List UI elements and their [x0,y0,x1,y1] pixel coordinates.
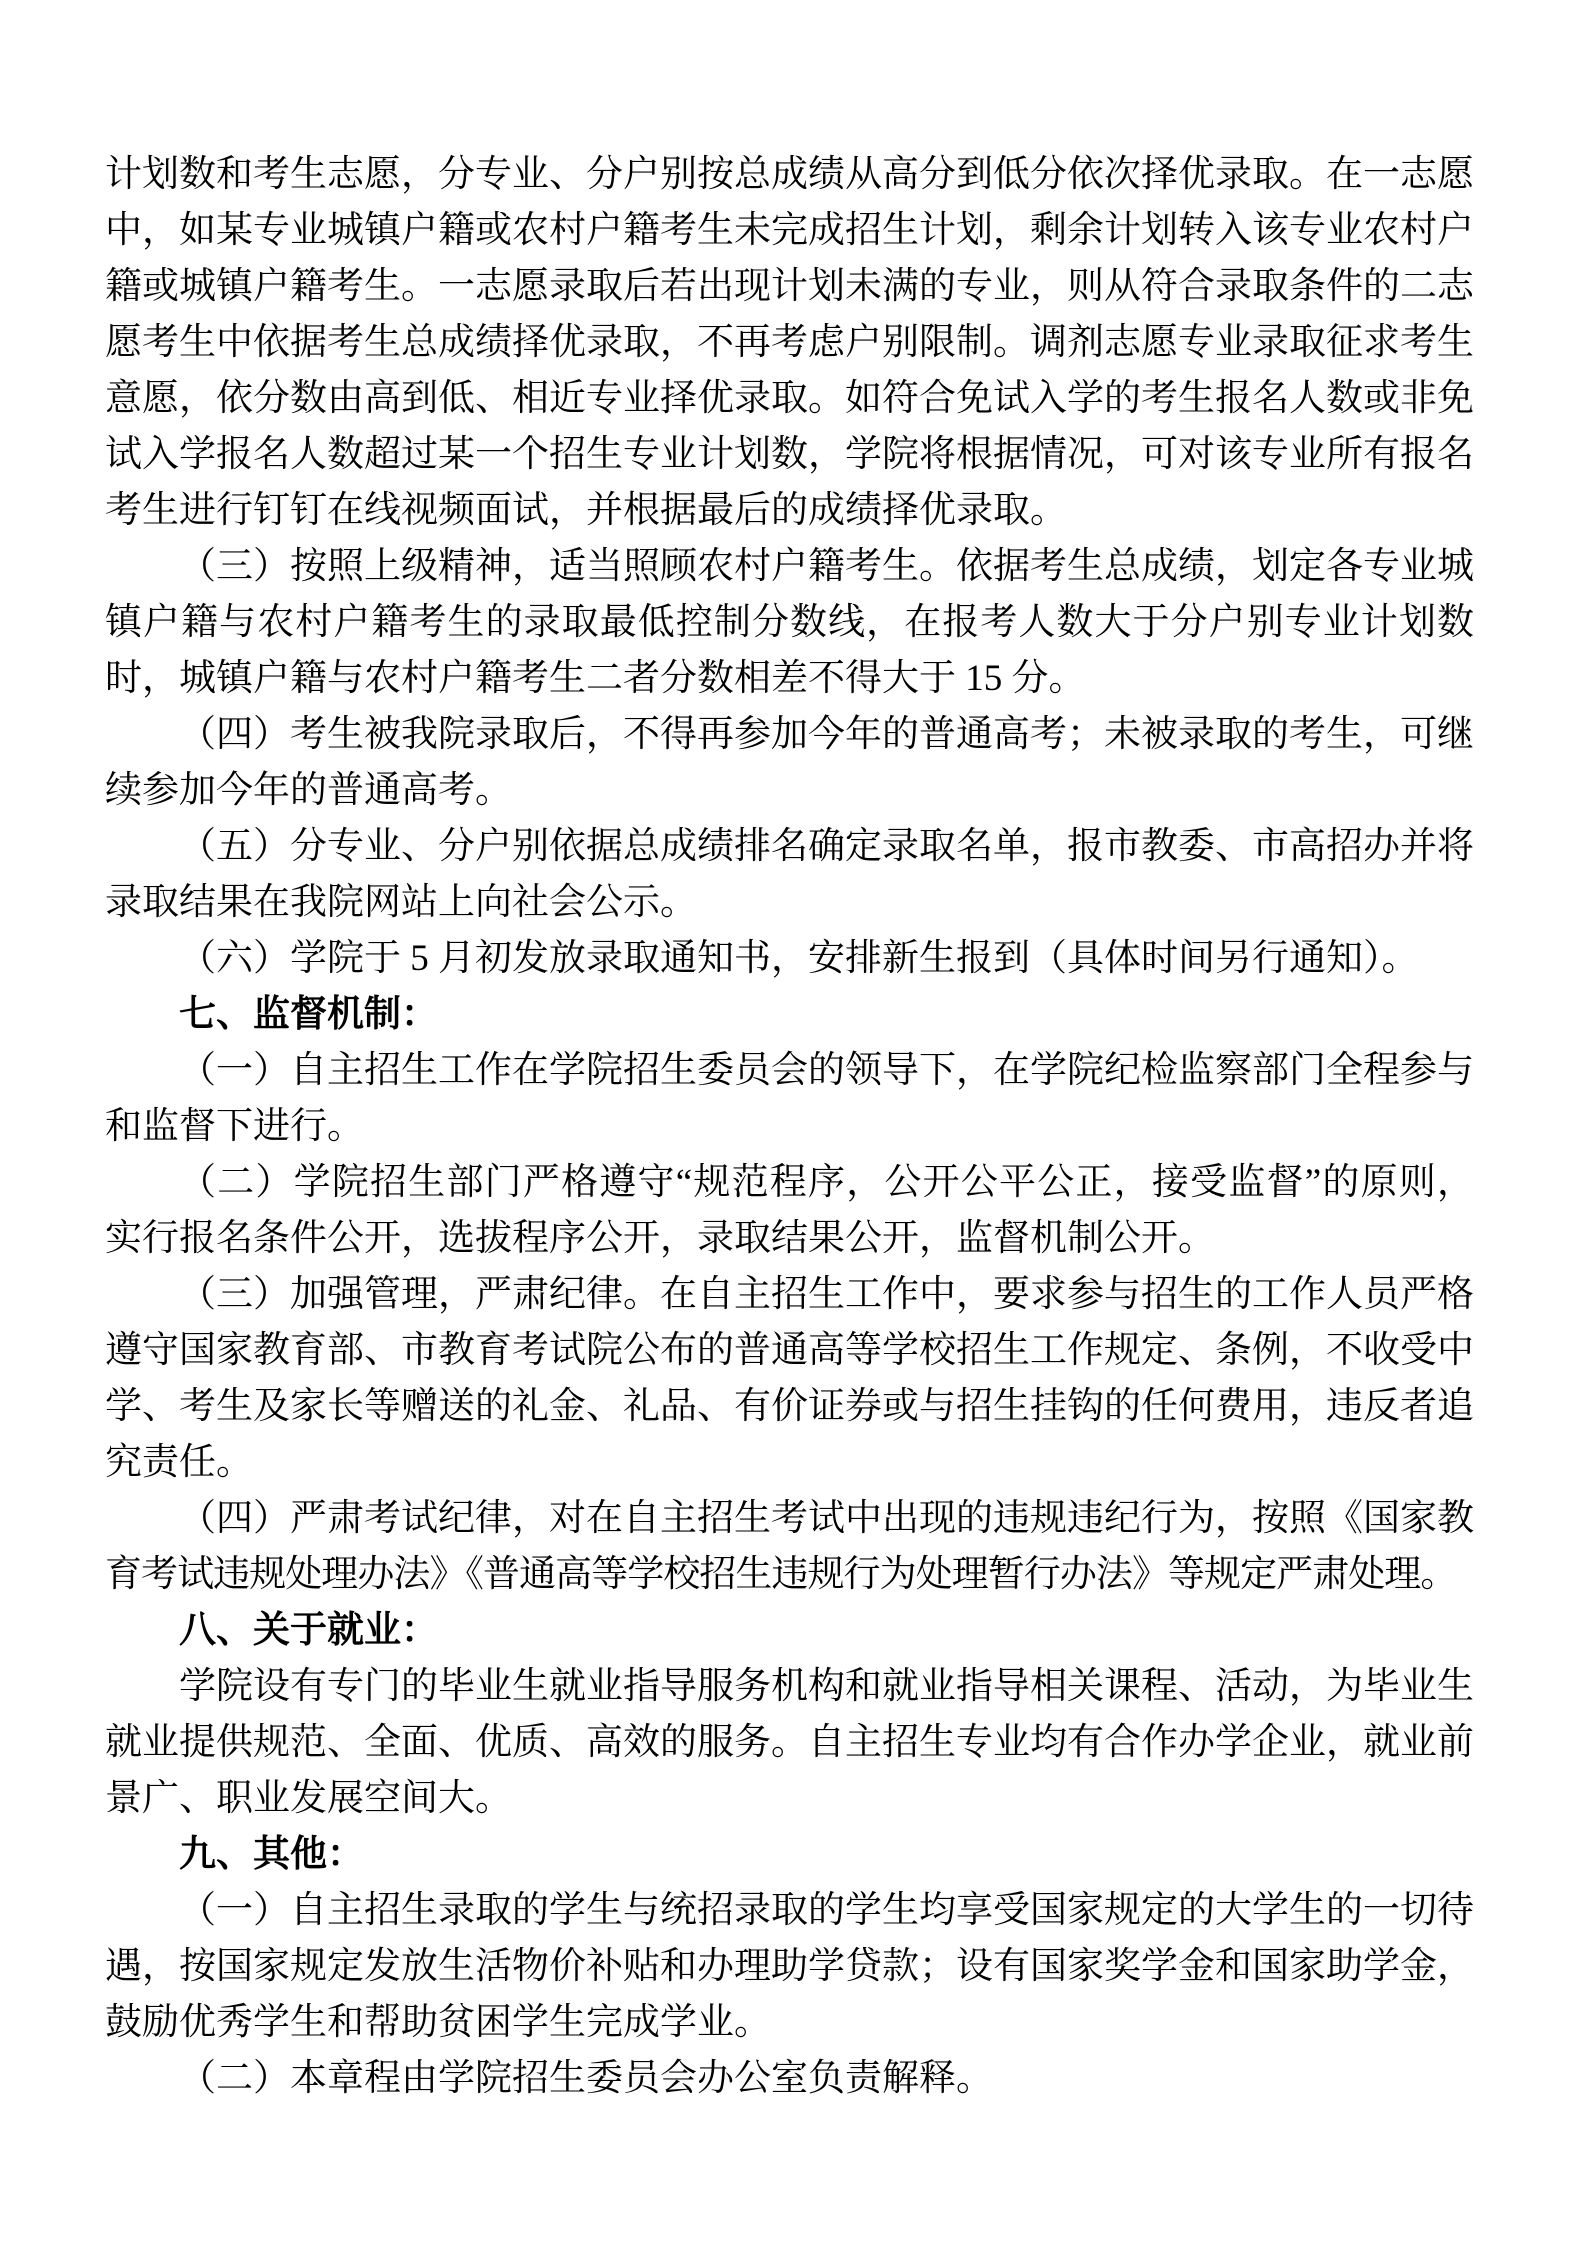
text-line: （二）学院招生部门严格遵守“规范程序，公开公平公正，接受监督”的原则， [179,1162,1474,1203]
text-line: 就业提供规范、全面、优质、高效的服务。自主招生专业均有合作办学企业，就业前 [105,1722,1474,1763]
text-line: 鼓励优秀学生和帮助贫困学生完成学业。 [105,2002,771,2043]
text-line: 究责任。 [105,1442,253,1483]
text-line: 遵守国家教育部、市教育考试院公布的普通高等学校招生工作规定、条例，不收受中 [105,1330,1474,1371]
document-text-block [105,147,1474,2107]
text-line: 意愿，依分数由高到低、相近专业择优录取。如符合免试入学的考生报名人数或非免 [105,378,1474,419]
text-line: 录取结果在我院网站上向社会公示。 [105,882,697,923]
text-line: 镇户籍与农村户籍考生的录取最低控制分数线，在报考人数大于分户别专业计划数 [105,602,1474,643]
text-line: 试入学报名人数超过某一个招生专业计划数，学院将根据情况，可对该专业所有报名 [105,434,1474,475]
text-line: 愿考生中依据考生总成绩择优录取，不再考虑户别限制。调剂志愿专业录取征求考生 [105,322,1474,363]
text-line: （五）分专业、分户别依据总成绩排名确定录取名单，报市教委、市高招办并将 [179,826,1474,867]
text-line: 和监督下进行。 [105,1106,364,1147]
text-line: （四）考生被我院录取后，不得再参加今年的普通高考；未被录取的考生，可继 [179,714,1474,755]
text-line: 中，如某专业城镇户籍或农村户籍考生未完成招生计划，剩余计划转入该专业农村户 [105,210,1474,251]
text-line: （一）自主招生录取的学生与统招录取的学生均享受国家规定的大学生的一切待 [179,1890,1474,1931]
text-line: 实行报名条件公开，选拔程序公开，录取结果公开，监督机制公开。 [105,1218,1215,1259]
text-line: 计划数和考生志愿，分专业、分户别按总成绩从高分到低分依次择优录取。在一志愿 [105,154,1474,195]
text-line: （二）本章程由学院招生委员会办公室负责解释。 [179,2058,993,2099]
section-heading: 七、监督机制： [179,994,438,1035]
text-line: 续参加今年的普通高考。 [105,770,512,811]
text-line: 时，城镇户籍与农村户籍考生二者分数相差不得大于 15 分。 [105,658,1086,699]
section-heading: 八、关于就业： [179,1610,438,1651]
text-line: 籍或城镇户籍考生。一志愿录取后若出现计划未满的专业，则从符合录取条件的二志 [105,266,1474,307]
text-line: 学院设有专门的毕业生就业指导服务机构和就业指导相关课程、活动，为毕业生 [179,1666,1474,1707]
text-line: （三）按照上级精神，适当照顾农村户籍考生。依据考生总成绩，划定各专业城 [179,546,1474,587]
text-line: 景广、职业发展空间大。 [105,1778,512,1819]
text-line: （一）自主招生工作在学院招生委员会的领导下，在学院纪检监察部门全程参与 [179,1050,1474,1091]
text-line: 考生进行钉钉在线视频面试，并根据最后的成绩择优录取。 [105,490,1067,531]
text-line: （三）加强管理，严肃纪律。在自主招生工作中，要求参与招生的工作人员严格 [179,1274,1474,1315]
section-heading: 九、其他： [179,1834,364,1875]
text-line: （六）学院于 5 月初发放录取通知书，安排新生报到（具体时间另行通知）。 [179,938,1419,979]
text-line: （四）严肃考试纪律，对在自主招生考试中出现的违规违纪行为，按照《国家教 [179,1498,1474,1539]
text-line: 遇，按国家规定发放生活物价补贴和办理助学贷款；设有国家奖学金和国家助学金， [105,1946,1474,1987]
text-line: 学、考生及家长等赠送的礼金、礼品、有价证券或与招生挂钩的任何费用，违反者追 [105,1386,1474,1427]
text-line: 育考试违规处理办法》《普通高等学校招生违规行为处理暂行办法》等规定严肃处理。 [105,1554,1457,1595]
